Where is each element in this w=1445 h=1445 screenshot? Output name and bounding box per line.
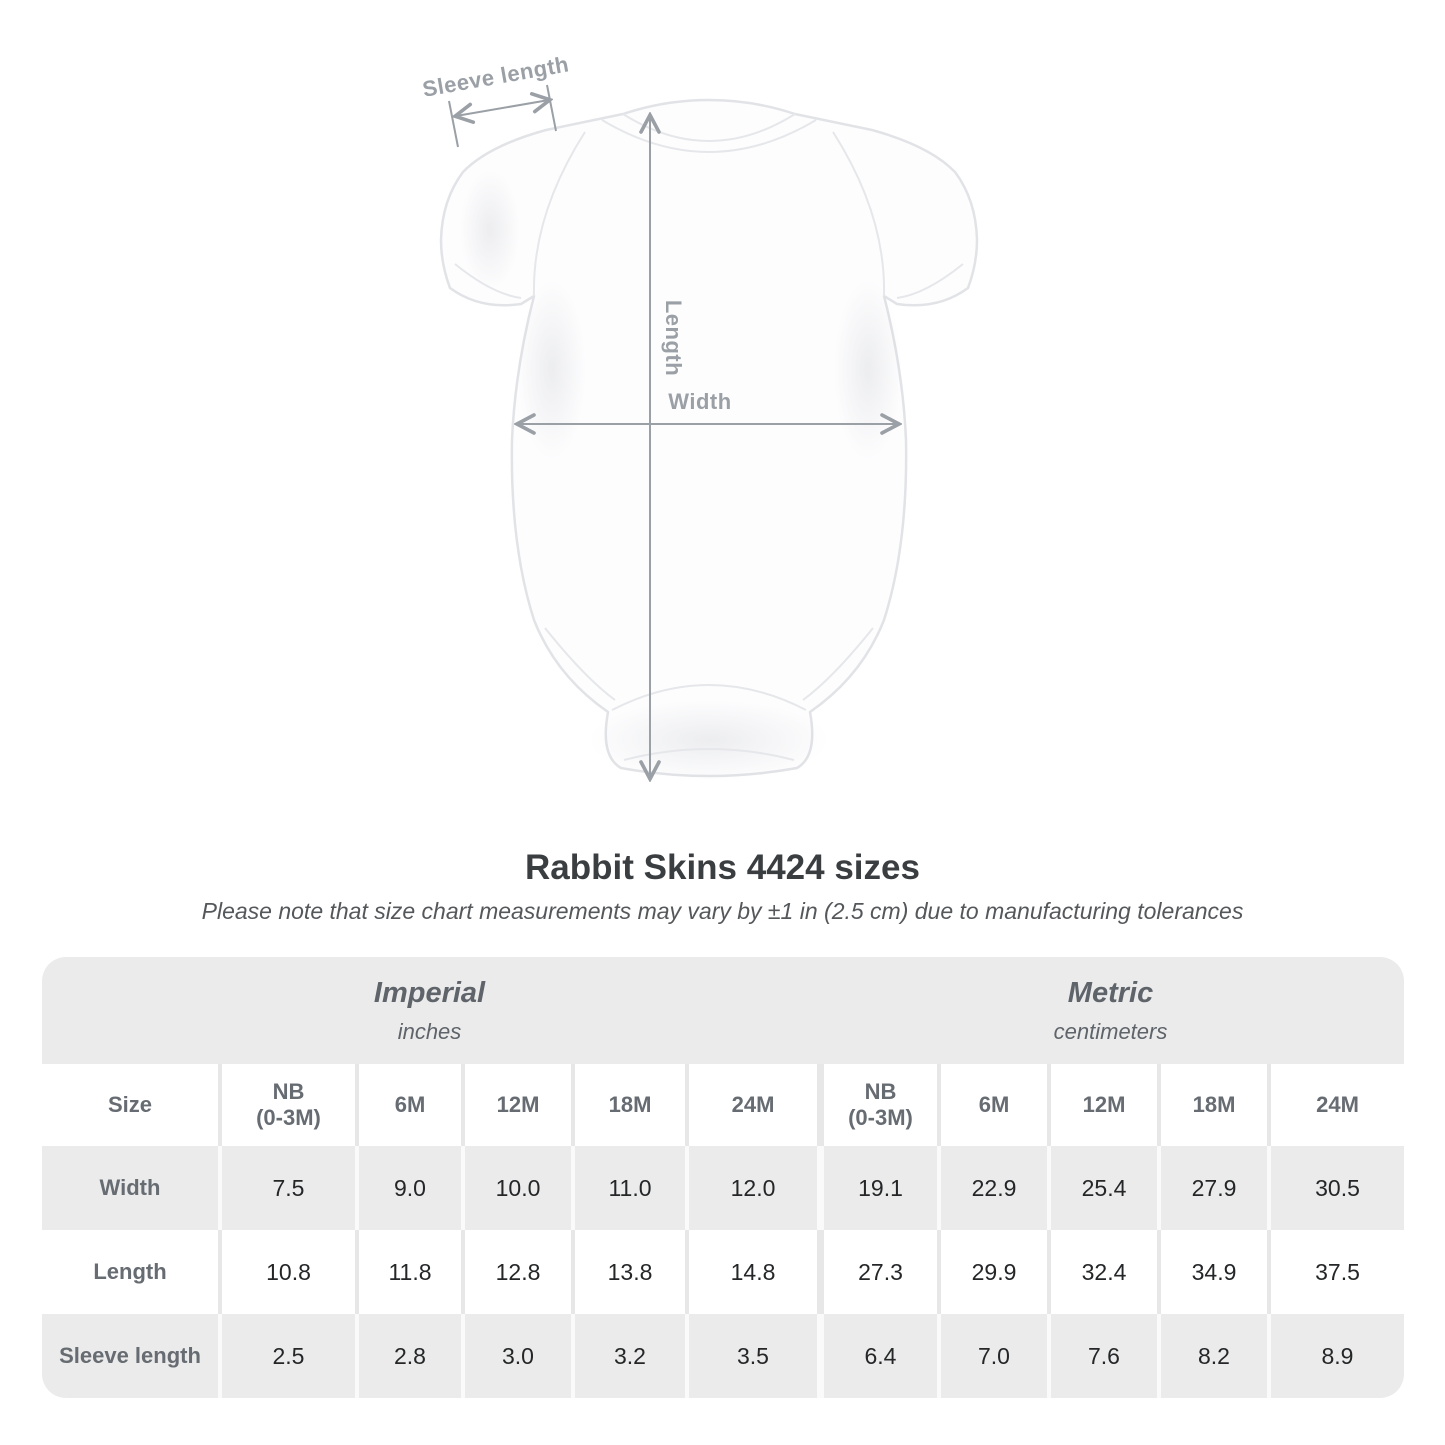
value-cell: 8.9 (1267, 1314, 1404, 1398)
size-header-row (42, 1064, 1404, 1146)
value-cell: 27.9 (1157, 1146, 1267, 1230)
value-cell: 3.5 (685, 1314, 817, 1398)
value-cell: 30.5 (1267, 1146, 1404, 1230)
metric-label: Metric (1067, 976, 1154, 1009)
value-cell: 12.8 (461, 1230, 571, 1314)
value-cell: 11.8 (355, 1230, 461, 1314)
size-chart-table (42, 957, 1404, 1398)
sleeve-length-label: Sleeve length (420, 51, 571, 102)
column-header-24m-imperial: 24M (685, 1064, 817, 1146)
imperial-label: Imperial (373, 976, 486, 1009)
metric-group-header (817, 957, 1404, 1064)
value-cell: 37.5 (1267, 1230, 1404, 1314)
table-row-sleeve-length (42, 1314, 1404, 1398)
unit-group-header-row (42, 957, 1404, 1064)
value-cell: 7.6 (1047, 1314, 1157, 1398)
value-cell: 10.0 (461, 1146, 571, 1230)
value-cell: 9.0 (355, 1146, 461, 1230)
column-header-12m-imperial: 12M (461, 1064, 571, 1146)
value-cell: 14.8 (685, 1230, 817, 1314)
value-cell: 25.4 (1047, 1146, 1157, 1230)
column-header-18m-imperial: 18M (571, 1064, 685, 1146)
value-cell: 7.0 (937, 1314, 1047, 1398)
value-cell: 27.3 (817, 1230, 937, 1314)
value-cell: 2.5 (218, 1314, 355, 1398)
column-header-12m-metric: 12M (1047, 1064, 1157, 1146)
table-row-length (42, 1230, 1404, 1314)
page-title: Rabbit Skins 4424 sizes (525, 848, 920, 887)
sleeve-arrow-tick-right (547, 85, 556, 131)
column-header-nb-imperial: NB (0-3M) (218, 1064, 355, 1146)
page-subtitle: Please note that size chart measurements may vary by ±1 in (2.5 cm) due to manufacturing tolerances (201, 898, 1244, 924)
value-cell: 32.4 (1047, 1230, 1157, 1314)
column-header-24m-metric: 24M (1267, 1064, 1404, 1146)
heading-block (0, 848, 1445, 925)
onesie-graphic (441, 100, 977, 780)
value-cell: 29.9 (937, 1230, 1047, 1314)
row-label: Width (99, 1175, 161, 1200)
width-label: Width (668, 389, 732, 414)
value-cell: 2.8 (355, 1314, 461, 1398)
row-label: Length (93, 1259, 167, 1284)
value-cell: 3.2 (571, 1314, 685, 1398)
value-cell: 3.0 (461, 1314, 571, 1398)
value-cell: 7.5 (218, 1146, 355, 1230)
size-column-header: Size (107, 1091, 153, 1117)
value-cell: 10.8 (218, 1230, 355, 1314)
value-cell: 6.4 (817, 1314, 937, 1398)
sleeve-arrow-tick-left (449, 101, 458, 147)
value-cell: 12.0 (685, 1146, 817, 1230)
imperial-group-header (42, 957, 817, 1064)
table-row-width (42, 1146, 1404, 1230)
column-header-6m-metric: 6M (937, 1064, 1047, 1146)
value-cell: 34.9 (1157, 1230, 1267, 1314)
row-label: Sleeve length (59, 1343, 201, 1368)
metric-unit-label: centimeters (1053, 1018, 1168, 1044)
imperial-unit-label: inches (397, 1018, 462, 1044)
value-cell: 22.9 (937, 1146, 1047, 1230)
value-cell: 11.0 (571, 1146, 685, 1230)
value-cell: 8.2 (1157, 1314, 1267, 1398)
length-label: Length (661, 299, 686, 377)
column-header-nb-metric: NB (0-3M) (817, 1064, 937, 1146)
column-header-18m-metric: 18M (1157, 1064, 1267, 1146)
value-cell: 19.1 (817, 1146, 937, 1230)
column-header-6m-imperial: 6M (355, 1064, 461, 1146)
sleeve-length-arrow (456, 100, 549, 116)
value-cell: 13.8 (571, 1230, 685, 1314)
